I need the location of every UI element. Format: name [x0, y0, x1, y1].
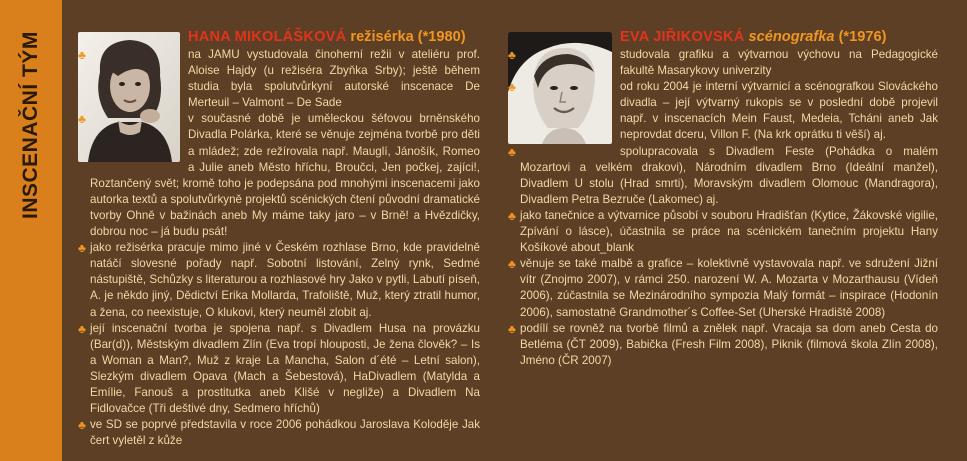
sidebar-title: INSCENAČNÍ TÝM — [19, 31, 42, 219]
club-suit-icon: ♣ — [78, 321, 86, 336]
person-name: HANA MIKOLÁŠKOVÁ — [188, 29, 347, 45]
person-role: scénografka — [748, 29, 835, 45]
bio-item: ♣ na JAMU vystudovala činoherní režii v ateliéru prof. Aloise Hajdy (u režiséra Zbyňka Srby); ještě během studia byla spolutvůrkyní autorské inscenace De Merteuil – Valmont – De Sade — [78, 48, 480, 110]
club-suit-icon: ♣ — [508, 48, 516, 62]
club-suit-icon: ♣ — [508, 208, 516, 223]
profile-hana — [78, 28, 480, 449]
club-suit-icon: ♣ — [78, 241, 86, 256]
club-suit-icon: ♣ — [508, 321, 516, 336]
sidebar-strip — [0, 0, 62, 461]
profile-eva — [508, 28, 938, 369]
bio-item: ♣ ve SD se poprvé představila v roce 2006 pohádkou Jaroslava Koloděje Jak čert vyletěl z kůže — [78, 418, 480, 448]
bio-item: ♣ věnuje se také malbě a grafice – kolektivně vystavovala např. ve sdružení Jižní vítr (Znojmo 2007), v rámci 250. narození W. A. Mozarta v Mozarthausu (Vídeň 2006), zúčastnila se Mezinárodního sympozia Malý formát – inspirace (Hodonín 2006), samostatně Grandmother´s Coffee-Set (Uherské Hradiště 2008) — [508, 257, 938, 319]
club-suit-icon: ♣ — [508, 80, 516, 95]
bio-item: ♣ studovala grafiku a výtvarnou výchovu na Pedagogické fakultě Masarykovy univerzity — [508, 48, 938, 78]
club-suit-icon: ♣ — [508, 257, 516, 272]
bio-list — [78, 47, 480, 449]
bio-list — [508, 47, 938, 369]
person-role: režisérka — [350, 29, 414, 45]
person-birth-year: (*1980) — [417, 29, 466, 45]
bio-item: ♣ jako tanečnice a výtvarnice působí v souboru Hradišťan (Kytice, Žákovské vigilie, Zpívání o lásce), účastnila se práce na scénickém tanečním projektu Hany Košíkové about_blank — [508, 208, 938, 255]
bio-item: ♣ spolupracovala s Divadlem Feste (Pohádka o malém Mozartovi a velkém drakovi), Národním divadlem Brno (Ideální manžel), Divadlem U stolu (Hrad smrti), Moravským divadlem Olomouc (Mandragora), Divadlem Petra Bezruče (Lakomec) aj. — [508, 144, 938, 206]
person-name: EVA JIŘIKOVSKÁ — [620, 29, 745, 45]
bio-item: ♣ od roku 2004 je interní výtvarnicí a scénografkou Slováckého divadla – její výtvarný rukopis se v poslední době projevil např. v inscenacích Mein Faust, Medeia, Tcháni aneb Jak neprovdat dceru, Villon F. (Na krk oprátku ti věší) aj. — [508, 80, 938, 142]
bio-item: ♣ v současné době je uměleckou šéfovou brněnského Divadla Polárka, které se věnuje zejména tvorbě pro děti a mládež; zde režírovala např. Mauglí, Jánošík, Romeo a Julie aneb Město hříchu, Broučci, Jen počkej, zajíci!, Roztančený svět; kromě toho je podepsána pod mnohými inscenacemi jako autorka textů a spolutvůrkyně projektů scénických čtení původní dramatické tvorby Ohně v bažinách aneb My máme taky jaro – v Brně! a Hvězdičky, dobrou noc – já budu psát! — [78, 112, 480, 239]
club-suit-icon: ♣ — [508, 144, 516, 159]
club-suit-icon: ♣ — [78, 112, 86, 127]
bio-item: ♣ podílí se rovněž na tvorbě filmů a znělek např. Vracaja sa dom aneb Cesta do Betléma (ČT 2009), Babička (Fresh Film 2008), Piknik (filmová škola Zlín 2008), Jméno (ČR 2007) — [508, 321, 938, 367]
bio-item: ♣ jako režisérka pracuje mimo jiné v Českém rozhlase Brno, kde pravidelně natáčí slovesné pořady např. Sobotní listování, Zelný rynk, Sedmé nástupiště, Schůzky s literaturou a rozhlasové hry Jako v pytli, Labutí píseň, A. je někdo jiný, Dědictví Erika Mollarda, Trafoliště, Muž, který ztratil humor, a žena, co neexistuje, O klukovi, který neuměl zlobit aj. — [78, 241, 480, 319]
club-suit-icon: ♣ — [78, 418, 86, 433]
club-suit-icon: ♣ — [78, 48, 86, 62]
person-birth-year: (*1976) — [838, 29, 887, 45]
bio-item: ♣ její inscenační tvorba je spojena např. s Divadlem Husa na provázku (Bar(d)), Městským divadlem Zlín (Eva tropí hlouposti, Je žena člověk? – Is a Woman a Man?, Muž z kraje La Mancha, Salon d´été – Letní salon), Slezkým divadlem Opava (Mach a Šebestová), HaDivadlem (Matylda a Emílie, Fanouš a prostitutka aneb Klišé v negliže) a Divadlem Na Fidlovačce (Tři deštivé dny, Sedmero hříchů) — [78, 321, 480, 416]
